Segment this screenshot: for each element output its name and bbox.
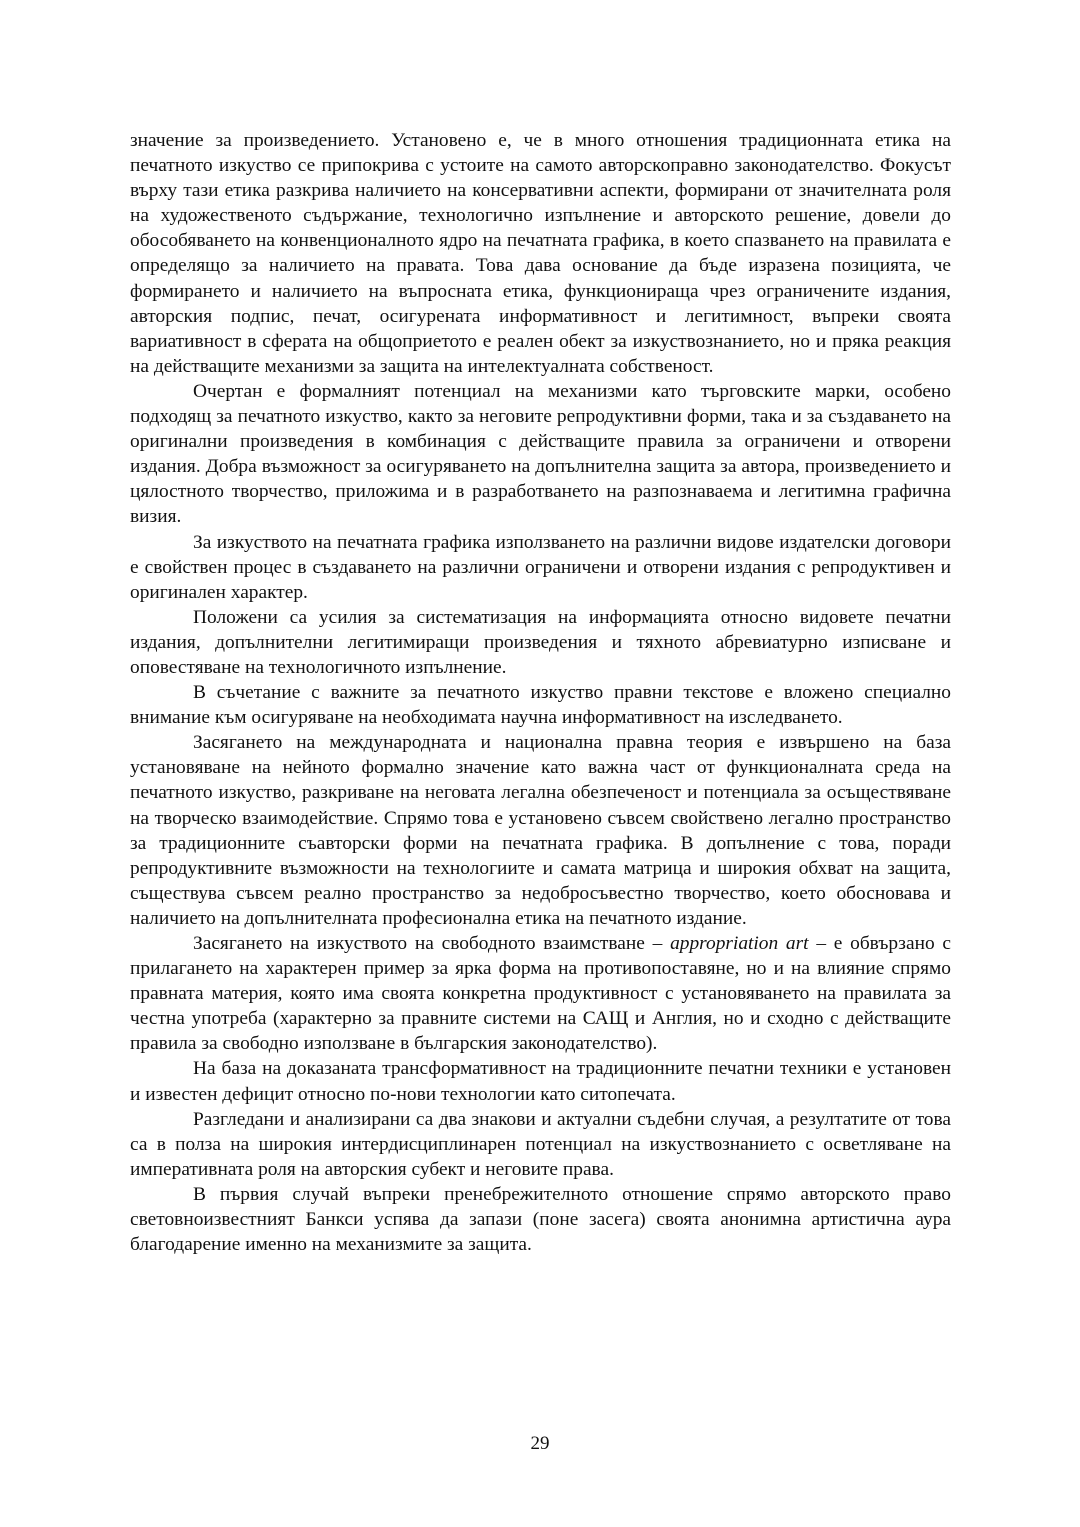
paragraph-8: На база на доказаната трансформативност на традиционните печатни техники е установен и известен дефицит относно по-нови технологии като ситопечата. [130,1058,951,1105]
paragraph-7-end: – е обвързано с прилагането на характерен пример за ярка форма на противопоставяне, но и на влияние спрямо правната материя, която има своята конкретна продуктивност с установяването на правилата за честна употреба (характерно за правните системи на САЩ и Англия, но и сходно с действащите правила за свободно използване в българския законодателство). [130,933,952,1055]
paragraph-2: Очертан е формалният потенциал на механизми като търговските марки, особено подходящ за печатното изкуство, както за неговите репродуктивни форми, така и за създаването на оригинални произведения в комбинация с действащите правила за ограничени и отворени издания. Добра възможност за осигуряването на допълнителна защита за автора, произведението и цялостното творчество, приложима и в разработването на разпознаваема и легитимна графична визия. [130,380,951,528]
paragraph-5: В съчетание с важните за печатното изкуство правни текстове е вложено специално внимание към осигуряване на необходимата научна информативност на изследването. [130,682,951,729]
appropriation-art-term: appropriation art [670,933,809,954]
paragraph-7-start: Засягането на изкуството на свободното взаимстване – [193,933,671,954]
paragraph-3: За изкуството на печатната графика използването на различни видове издателски договори е свойствен процес в създаването на различни ограничени и отворени издания с репродуктивен и оригинален характер. [130,531,951,603]
document-body [130,128,951,1257]
paragraph-10: В първия случай въпреки пренебрежителното отношение спрямо авторското право световноизвестният Банкси успява да запази (поне засега) своята анонимна артистична аура благодарение именно на механизмите за защита. [130,1183,951,1256]
paragraph-1: значение за произведението. Установено е, че в много отношения традиционната етика на печатното изкуство се припокрива с устоите на самото авторскоправно законодателство. Фокусът върху тази етика разкрива наличието на консервативни аспекти, формирани от значителната роля на художественото съдържание, технологично изпълнение и авторското решение, довели до обособяването на конвенционалното ядро на печатната графика, в което спазването на правилата е определящо за наличието на правата. Това дава основание да бъде изразена позицията, че формирането и наличието на въпросната етика, функционираща чрез ограничените издания, авторския подпис, печат, осигурената информативност и легитимност, въпреки своята вариативност в сферата на общоприетото е реален обект за изкуствознанието, но и пряка реакция на действащите механизми за защита на интелектуалната собственост. [130,130,951,377]
paragraph-7 [130,931,951,1056]
page-number: 29 [530,1433,550,1454]
paragraph-9: Разгледани и анализирани са два знакови и актуални съдебни случая, а резултатите от това са в полза на широкия интердисциплинарен потенциал на изкуствознанието с осветляване на императивната роля на авторския субект и неговите права. [130,1108,951,1180]
paragraph-4: Положени са усилия за систематизация на информацията относно видовете печатни издания, допълнителни легитимиращи произведения и тяхното абревиатурно изписване и оповестяване на технологичното изпълнение. [130,606,951,678]
paragraph-6: Засягането на международната и национална правна теория е извършено на база установяване на нейното формално значение като важна част от функционалната среда на печатното изкуство, разкриване на неговата легална обезпеченост и потенциала за осъществяване на творческо взаимодействие. Спрямо това е установено съвсем свойствено легално пространство за традиционните съавторски форми на печатната графика. В допълнение с това, поради репродуктивните възможности на технологиите и самата матрица и широкия обхват на защита, съществува съвсем реално пространство за недобросъвестно творчество, което обосновава и наличието на допълнителната професионална етика на печатното издание. [130,732,951,929]
